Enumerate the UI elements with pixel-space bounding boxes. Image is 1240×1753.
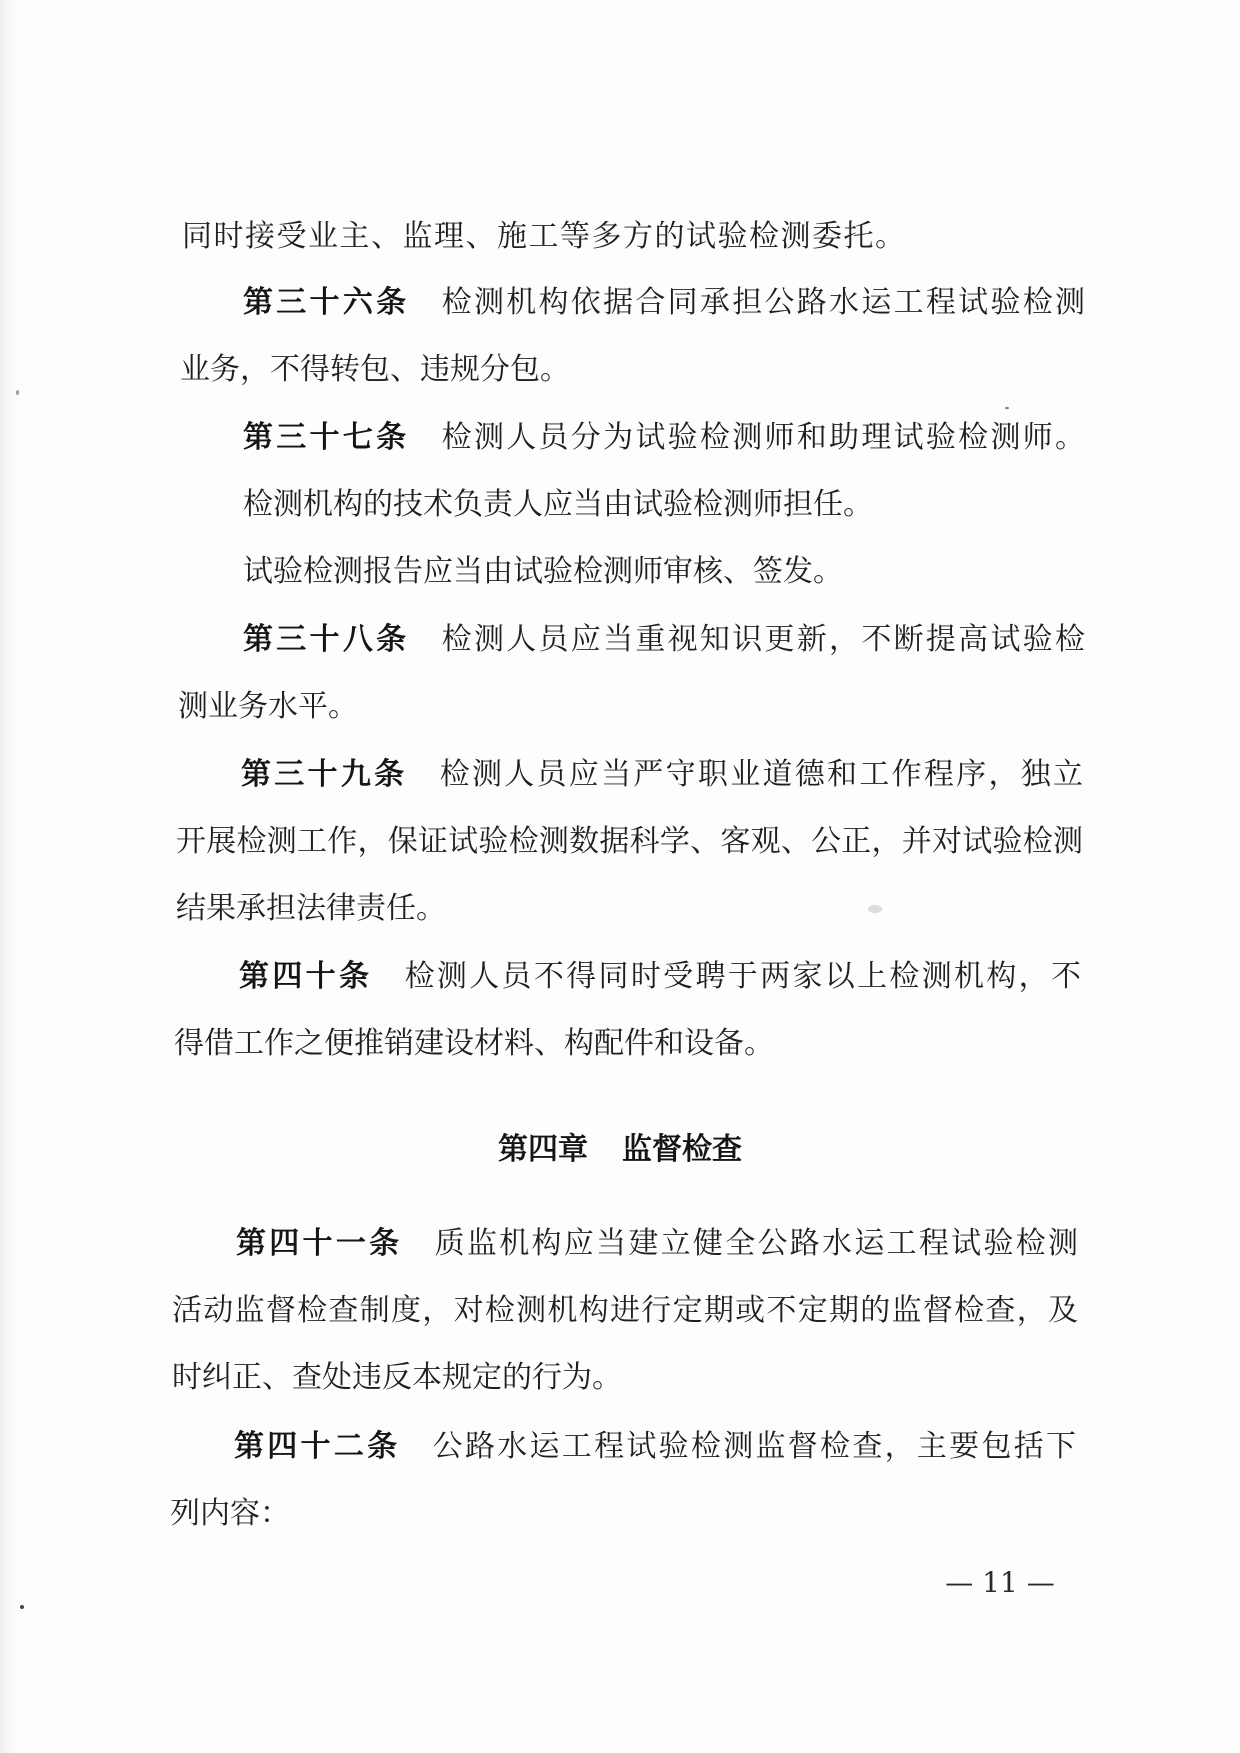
scan-speck	[20, 1605, 24, 1609]
line-text: 时纠正、查处违反本规定的行为。	[172, 1360, 622, 1395]
page-number: — 11 —	[945, 1566, 1055, 1599]
line-text: 试验检测报告应当由试验检测师审核、签发。	[243, 554, 843, 589]
text-line	[174, 1024, 834, 1064]
article-number: 第三十六条	[243, 285, 410, 320]
text-line	[243, 552, 893, 592]
line-text: 活动监督检查制度，对检测机构进行定期或不定期的监督检查，及	[172, 1293, 1078, 1328]
article-37-line	[243, 418, 1085, 458]
text-line	[243, 485, 923, 525]
line-text: 开展检测工作，保证试验检测数据科学、客观、公正，并对试验检测	[176, 824, 1083, 859]
text-line	[176, 822, 1083, 862]
article-number: 第三十七条	[243, 420, 410, 455]
chapter-number: 第四章	[498, 1132, 588, 1167]
line-text: 检测人员应当重视知识更新，不断提高试验检	[439, 622, 1086, 657]
line-text: 列内容：	[170, 1496, 290, 1531]
article-number: 第三十八条	[243, 622, 410, 657]
article-42-line	[234, 1427, 1076, 1467]
article-number: 第四十条	[239, 959, 373, 994]
chapter-heading	[0, 1130, 1240, 1170]
line-text: 结果承担法律责任。	[176, 891, 446, 926]
line-text: 业务，不得转包、违规分包。	[180, 352, 570, 387]
article-number: 第三十九条	[241, 757, 408, 792]
scan-speck	[16, 390, 19, 395]
text-line	[176, 889, 506, 929]
article-number: 第四十一条	[236, 1226, 403, 1261]
line-text: 质监机构应当建立健全公路水运工程试验检测	[432, 1226, 1079, 1261]
article-number: 第四十二条	[234, 1429, 401, 1464]
article-40-line	[239, 957, 1081, 997]
article-36-line	[243, 283, 1085, 323]
scan-speck	[868, 905, 882, 913]
text-line	[172, 1291, 1078, 1331]
text-line	[182, 217, 905, 257]
line-text: 检测机构的技术负责人应当由试验检测师担任。	[243, 487, 873, 522]
article-38-line	[243, 620, 1085, 660]
line-text: 同时接受业主、监理、施工等多方的试验检测委托。	[182, 219, 905, 254]
text-line	[180, 350, 680, 390]
line-text: 检测机构依据合同承担公路水运工程试验检测	[439, 285, 1086, 320]
text-line	[170, 1494, 370, 1534]
scan-shadow-edge	[0, 0, 22, 1753]
chapter-title: 监督检查	[622, 1132, 742, 1167]
scan-speck	[1005, 407, 1009, 409]
line-text: 公路水运工程试验检测监督检查，主要包括下	[430, 1429, 1077, 1464]
line-text: 检测人员不得同时受聘于两家以上检测机构，不	[402, 959, 1082, 994]
article-39-line	[241, 755, 1083, 795]
line-text: 得借工作之便推销建设材料、构配件和设备。	[174, 1026, 774, 1061]
text-line	[178, 687, 478, 727]
line-text: 测业务水平。	[178, 689, 358, 724]
text-line	[172, 1358, 672, 1398]
line-text: 检测人员应当严守职业道德和工作程序，独立	[437, 757, 1084, 792]
line-text: 检测人员分为试验检测师和助理试验检测师。	[439, 420, 1086, 455]
article-41-line	[236, 1224, 1078, 1264]
